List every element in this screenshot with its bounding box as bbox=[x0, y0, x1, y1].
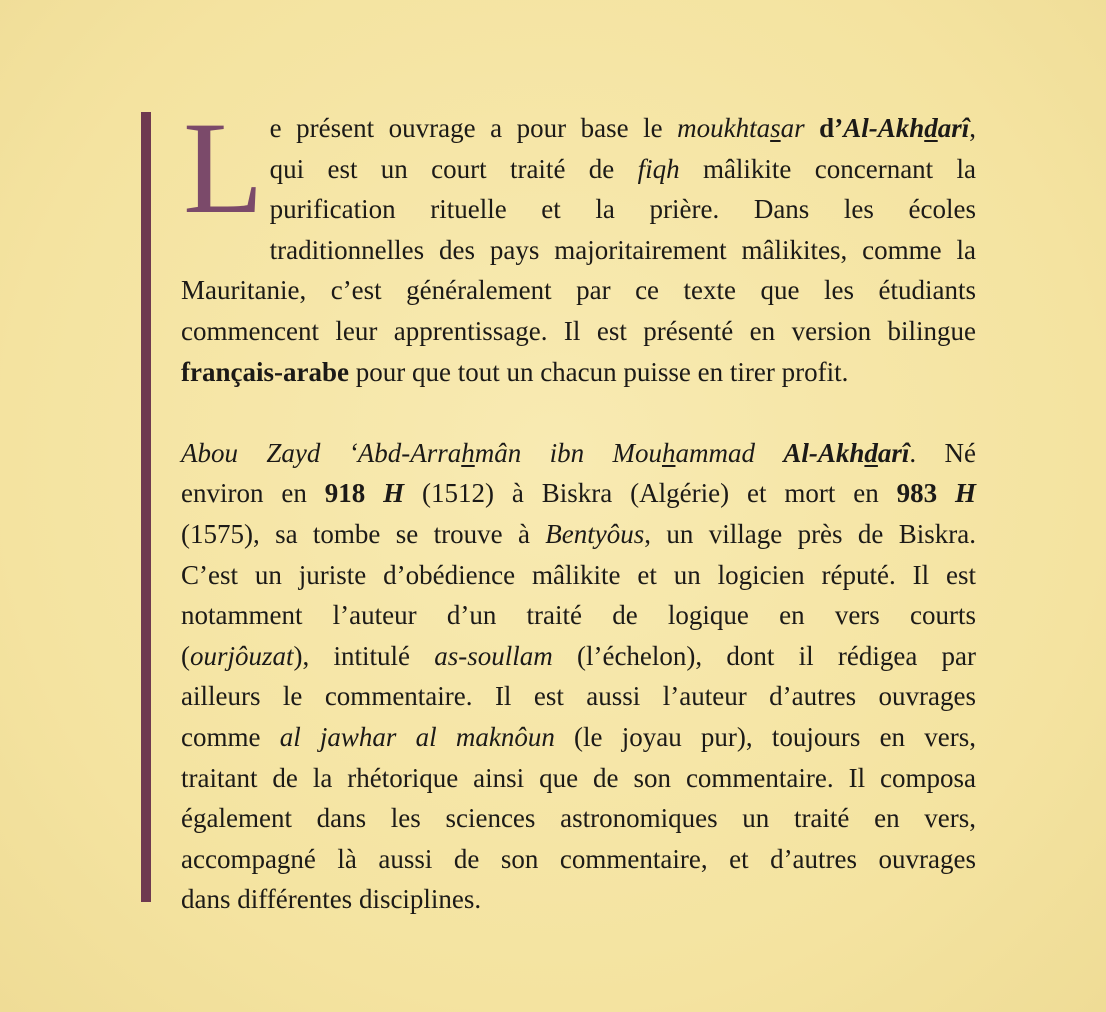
text-line: environ en 918 H (1512) à Biskra (Algérie) et mort en 983 H bbox=[181, 478, 976, 509]
text-line: également dans les sciences astronomiques un traité en vers, bbox=[181, 803, 976, 834]
drop-cap: L bbox=[183, 94, 264, 241]
text-line: accompagné là aussi de son commentaire, et d’autres ouvrages bbox=[181, 843, 976, 874]
paragraph-intro bbox=[181, 94, 977, 392]
text-line: qui est un court traité de fiqh mâlikite concernant la bbox=[269, 153, 977, 184]
text-line: (ourjôuzat), intitulé as-soullam (l’échelon), dont il rédigea par bbox=[181, 640, 977, 671]
text-line: ailleurs le commentaire. Il est aussi l’auteur d’autres ouvrages bbox=[181, 681, 976, 712]
text-line: comme al jawhar al maknôun (le joyau pur), toujours en vers, bbox=[181, 721, 976, 752]
text-line: C’est un juriste d’obédience mâlikite et un logicien réputé. Il est bbox=[181, 559, 976, 590]
text-line: e présent ouvrage a pour base le moukhtasar d’Al-Akhdarî, bbox=[269, 113, 976, 143]
text-line: dans différentes disciplines. bbox=[181, 884, 482, 915]
text-line: commencent leur apprentissage. Il est présenté en version bilingue bbox=[181, 315, 976, 346]
text-line: Mauritanie, c’est généralement par ce texte que les étudiants bbox=[181, 275, 976, 306]
vertical-accent-bar bbox=[141, 112, 151, 902]
paragraph-author bbox=[181, 433, 976, 920]
text-line: traitant de la rhétorique ainsi que de son commentaire. Il composa bbox=[181, 762, 976, 793]
text-line: français-arabe pour que tout un chacun puisse en tirer profit. bbox=[181, 356, 849, 387]
text-line: Abou Zayd ‘Abd-Arrahmân ibn Mouhammad Al-Akhdarî. Né bbox=[181, 437, 977, 468]
text-line: traditionnelles des pays majoritairement mâlikites, comme la bbox=[269, 234, 976, 265]
text-line: notamment l’auteur d’un traité de logique en vers courts bbox=[181, 600, 976, 631]
text-line: purification rituelle et la prière. Dans les écoles bbox=[269, 194, 976, 225]
text-block bbox=[181, 94, 977, 920]
text-line: (1575), sa tombe se trouve à Bentyôus, un village près de Biskra. bbox=[181, 518, 976, 549]
